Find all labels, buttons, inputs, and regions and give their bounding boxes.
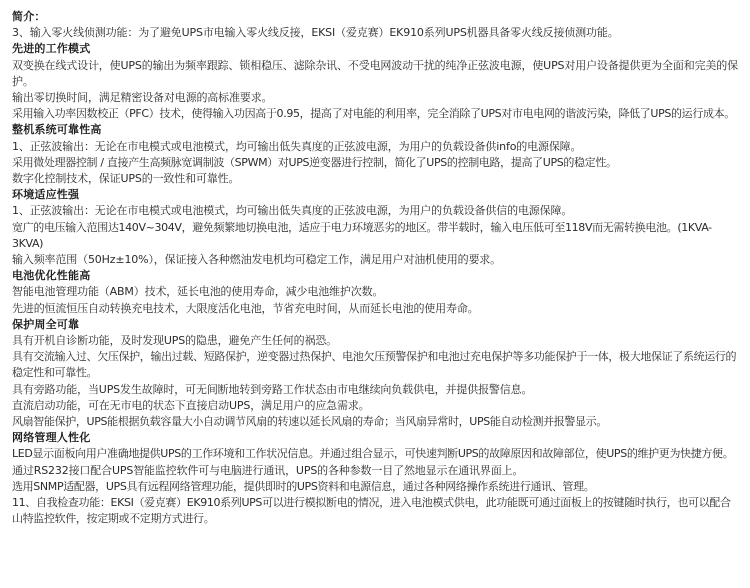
advanced-mode-line-2: 输出零切换时间，满足精密设备对电源的高标准要求。 bbox=[12, 91, 273, 105]
intro-heading: 简介： bbox=[12, 10, 46, 23]
product-description bbox=[12, 9, 740, 528]
network-line-3: 选用SNMP适配器，UPS具有远程网络管理功能，提供即时的UPS资料和电源信息，通过各种网络操作系统进行通讯、管理。 bbox=[12, 479, 595, 493]
reliability-line-2: 采用微处理器控制 / 直接产生高频脉宽调制波（SPWM）对UPS逆变器进行控制，简化了UPS的控制电路，提高了UPS的稳定性。 bbox=[12, 155, 617, 169]
network-line-2: 通过RS232接口配合UPS智能监控软件可与电脑进行通讯，UPS的各种参数一目了然地显示在通讯界面上。 bbox=[12, 463, 524, 477]
protection-heading: 保护周全可靠 bbox=[12, 317, 80, 331]
advanced-mode-line-3: 采用输入功率因数校正（PFC）技术，使得输入功因高于0.95，提高了对电能的利用率，完全消除了UPS对市电电网的谐波污染，降低了UPS的运行成本。 bbox=[12, 107, 735, 121]
battery-heading: 电池优化性能高 bbox=[12, 269, 91, 283]
reliability-line-1: 1、正弦波输出：无论在市电模式或电池模式，均可输出低失真度的正弦波电源，为用户的负载设备供info的电源保障。 bbox=[12, 139, 582, 153]
intro-line-1: 3、输入零火线侦测功能：为了避免UPS市电输入零火线反接，EKSI（爱克赛）EK910系列UPS机器具备零火线反接侦测功能。 bbox=[12, 26, 619, 40]
advanced-mode-line-1: 双变换在线式设计，使UPS的输出为频率跟踪、锁相稳压、滤除杂讯、不受电网波动干扰的纯净正弦波电源，使UPS对用户设备提供更为全面和完美的保护。 bbox=[12, 58, 738, 88]
protection-line-3: 具有旁路功能，当UPS发生故障时，可无间断地转到旁路工作状态由市电继续向负载供电，并提供报警信息。 bbox=[12, 382, 533, 396]
adaptability-heading: 环境适应性强 bbox=[12, 188, 80, 202]
network-line-1: LED显示面板向用户准确地提供UPS的工作环境和工作状况信息。并通过组合显示，可快速判断UPS的故障原因和故障部位，使UPS的维护更为快捷方便。 bbox=[12, 447, 734, 461]
protection-line-5: 风扇智能保护，UPS能根据负载容量大小自动调节风扇的转速以延长风扇的寿命；当风扇异常时，UPS能自动检测并报警显示。 bbox=[12, 415, 608, 429]
battery-line-1: 智能电池管理功能（ABM）技术，延长电池的使用寿命，减少电池维护次数。 bbox=[12, 285, 384, 299]
adaptability-line-2: 宽广的电压输入范围达140V~304V，避免频繁地切换电池，适应于电力环境恶劣的地区。带半载时，输入电压低可至118V而无需转换电池。(1KVA-3KVA) bbox=[12, 220, 712, 250]
adaptability-line-3: 输入频率范围（50Hz±10%），保证接入各种燃油发电机均可稳定工作，满足用户对油机使用的要求。 bbox=[12, 253, 502, 267]
advanced-mode-heading: 先进的工作模式 bbox=[12, 42, 91, 56]
reliability-heading: 整机系统可靠性高 bbox=[12, 123, 102, 137]
network-heading: 网络管理人性化 bbox=[12, 431, 91, 445]
reliability-line-3: 数字化控制技术，保证UPS的一致性和可靠性。 bbox=[12, 172, 240, 186]
protection-line-1: 具有开机自诊断功能，及时发现UPS的隐患，避免产生任何的祸恐。 bbox=[12, 334, 338, 348]
adaptability-line-1: 1、正弦波输出：无论在市电模式或电池模式，均可输出低失真度的正弦波电源，为用户的负载设备供信的电源保障。 bbox=[12, 204, 573, 218]
battery-line-2: 先进的恒流恒压自动转换充电技术，大限度活化电池，节省充电时间，从而延长电池的使用寿命。 bbox=[12, 301, 479, 315]
network-line-4: 11、自我检查功能：EKSI（爱克赛）EK910系列UPS可以进行模拟断电的情况，进入电池模式供电，此功能既可通过面板上的按键随时执行，也可以配合山特监控软件，按定期或不定期方式进行。 bbox=[12, 496, 731, 526]
protection-line-2: 具有交流输入过、欠压保护，输出过载、短路保护，逆变器过热保护、电池欠压预警保护和电池过充电保护等多功能保护于一体，极大地保证了系统运行的稳定性和可靠性。 bbox=[12, 350, 737, 380]
protection-line-4: 直流启动功能，可在无市电的状态下直接启动UPS，满足用户的应急需求。 bbox=[12, 398, 370, 412]
